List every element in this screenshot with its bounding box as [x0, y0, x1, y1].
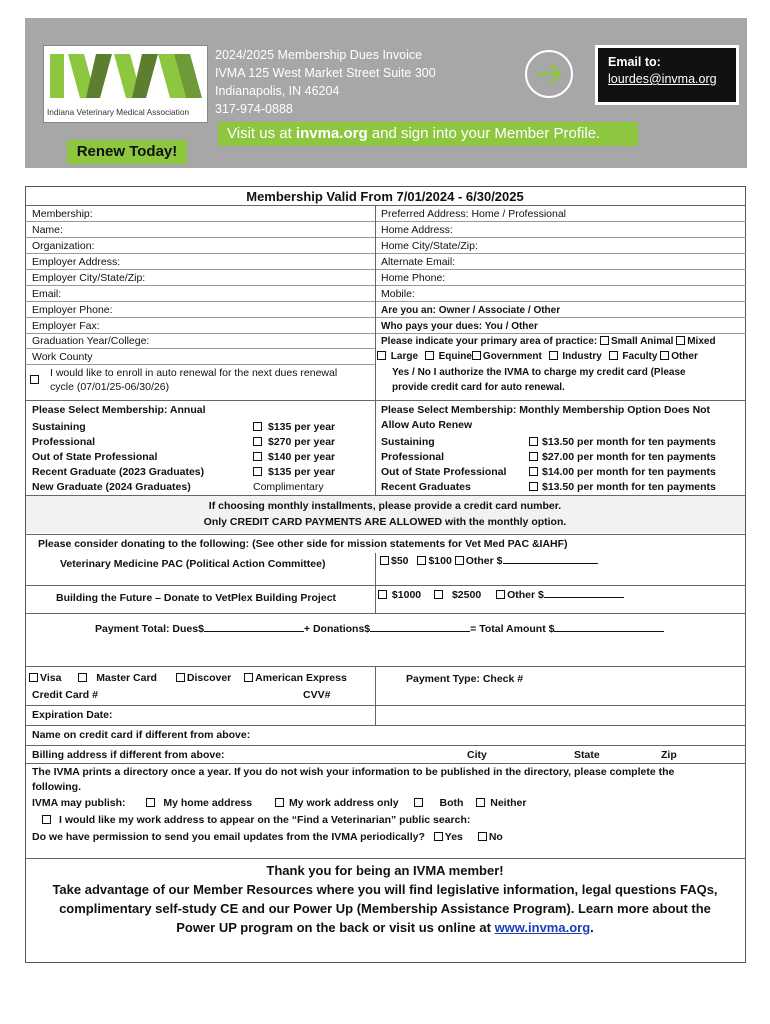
visa-label: Visa — [40, 672, 62, 684]
membership-valid-title: Membership Valid From 7/01/2024 - 6/30/2025 — [246, 189, 524, 204]
credit-card-number[interactable]: Credit Card # — [32, 689, 98, 701]
field-preferred-address[interactable]: Preferred Address: Home / Professional — [381, 208, 567, 220]
monthly-option-out-of-state[interactable] — [529, 466, 716, 479]
annual-option-professional[interactable] — [253, 436, 335, 449]
practice-area-row-1 — [381, 335, 716, 348]
field-organization[interactable]: Organization: — [32, 240, 95, 252]
field-mobile[interactable]: Mobile: — [381, 288, 415, 300]
address-line-2: Indianapolis, IN 46204 — [215, 84, 340, 98]
vetplex-1000-checkbox[interactable] — [378, 590, 387, 599]
ivma-logo — [43, 45, 208, 123]
annual-heading: Please Select Membership: Annual — [32, 404, 206, 416]
work-address-label: My work address only — [288, 797, 399, 809]
other-practice-label: Other — [671, 351, 698, 362]
total-amount-label: = Total Amount $ — [470, 623, 555, 635]
name-on-card[interactable]: Name on credit card if different from above: — [32, 729, 251, 741]
email-label: Email to: — [608, 55, 661, 69]
who-pays[interactable]: Who pays your dues: You / Other — [381, 321, 538, 332]
dues-amount[interactable] — [204, 631, 304, 632]
pac-50-label: $50 — [391, 555, 409, 567]
monthly-heading-1: Please Select Membership: Monthly Membership Option Does Not — [381, 404, 711, 416]
pac-other-checkbox[interactable] — [455, 556, 464, 565]
vetplex-other-amount[interactable] — [544, 597, 624, 598]
annual-price: $135 per year — [268, 466, 336, 478]
vetplex-2500-label: $2500 — [451, 589, 482, 601]
membership-form — [25, 186, 746, 963]
directory-note-2: following. — [32, 781, 81, 793]
vetplex-other-checkbox[interactable] — [496, 590, 505, 599]
payment-type-check[interactable]: Payment Type: Check # — [406, 673, 524, 685]
field-home-address[interactable]: Home Address: — [381, 224, 453, 236]
industry-checkbox[interactable] — [549, 351, 558, 360]
pac-100-label: $100 — [428, 555, 452, 567]
discover-checkbox[interactable] — [176, 673, 185, 682]
email-permission-label: Do we have permission to send you email updates from the IVMA periodically? — [32, 831, 425, 843]
both-label: Both — [439, 797, 464, 809]
field-employer-address[interactable]: Employer Address: — [32, 256, 121, 268]
mixed-checkbox[interactable] — [676, 336, 685, 345]
annual-option-recent-grad[interactable] — [253, 466, 335, 479]
annual-option-name: Sustaining — [32, 421, 86, 433]
phone-number: 317-974-0888 — [215, 102, 293, 116]
pac-other-amount[interactable] — [503, 563, 598, 564]
footer-line-1: Take advantage of our Member Resources where you will find legislative information, legal questions FAQs, — [52, 882, 718, 897]
email-link[interactable]: lourdes@invma.org — [608, 72, 717, 86]
vetplex-options — [378, 589, 624, 602]
annual-option-name: Professional — [32, 436, 96, 448]
installments-note-2: Only CREDIT CARD PAYMENTS ARE ALLOWED with the monthly option. — [203, 516, 567, 528]
monthly-option-name: Out of State Professional — [381, 466, 507, 478]
annual-price: $270 per year — [268, 436, 336, 448]
publish-options — [32, 797, 526, 810]
monthly-heading-2: Allow Auto Renew — [381, 419, 473, 431]
auto-renew-checkbox[interactable] — [30, 374, 41, 387]
faculty-checkbox[interactable] — [609, 351, 618, 360]
total-amount[interactable] — [554, 631, 664, 632]
annual-option-name: Recent Graduate (2023 Graduates) — [32, 466, 205, 478]
email-no-checkbox[interactable] — [478, 832, 487, 841]
authorize-text-1[interactable]: Yes / No I authorize the IVMA to charge my credit card (Please — [392, 367, 686, 378]
visit-prefix: Visit us at — [227, 125, 296, 142]
field-name[interactable]: Name: — [32, 224, 63, 236]
pac-other-label: Other $ — [465, 555, 503, 567]
both-checkbox[interactable] — [414, 798, 423, 807]
annual-option-name: New Graduate (2024 Graduates) — [32, 481, 191, 493]
monthly-option-name: Sustaining — [381, 436, 435, 448]
pac-label: Veterinary Medicine PAC (Political Action Committee) — [60, 558, 326, 570]
monthly-price: $27.00 per month for ten payments — [542, 451, 716, 463]
government-label: Government — [482, 351, 542, 362]
ivma-logo-mark-icon — [46, 50, 206, 102]
monthly-price: $13.50 per month for ten payments — [542, 436, 716, 448]
invoice-title: 2024/2025 Membership Dues Invoice — [215, 48, 423, 62]
equine-label: Equine — [438, 351, 472, 362]
work-address-checkbox[interactable] — [275, 798, 284, 807]
practice-area-label: Please indicate your primary area of practice: — [381, 336, 598, 347]
email-yes-checkbox[interactable] — [434, 832, 443, 841]
large-label: Large — [390, 351, 419, 362]
annual-price: $140 per year — [268, 451, 336, 463]
field-home-phone[interactable]: Home Phone: — [381, 272, 446, 284]
footer-line-3-suffix: . — [590, 920, 594, 935]
field-email[interactable]: Email: — [32, 288, 62, 300]
small-animal-label: Small Animal — [611, 336, 674, 347]
email-no-label: No — [488, 831, 503, 843]
billing-state[interactable]: State — [574, 749, 600, 761]
field-membership[interactable]: Membership: — [32, 208, 93, 220]
are-you-an[interactable]: Are you an: Owner / Associate / Other — [381, 305, 561, 316]
vetplex-2500-checkbox[interactable] — [434, 590, 443, 599]
auto-renew-text-2: cycle (07/01/25-06/30/26) — [50, 381, 170, 393]
field-employer-phone[interactable]: Employer Phone: — [32, 304, 113, 316]
field-employer-city[interactable]: Employer City/State/Zip: — [32, 272, 146, 284]
other-practice-checkbox[interactable] — [660, 351, 669, 360]
practice-area-row-2 — [377, 350, 698, 363]
monthly-price: $13.50 per month for ten payments — [542, 481, 716, 493]
neither-label: Neither — [490, 797, 527, 809]
pac-100-checkbox[interactable] — [417, 556, 426, 565]
field-graduation[interactable]: Graduation Year/College: — [32, 335, 150, 347]
email-box — [595, 45, 739, 105]
billing-address[interactable]: Billing address if different from above: — [32, 749, 225, 761]
monthly-option-recent-grad[interactable] — [529, 481, 716, 494]
monthly-option-name: Professional — [381, 451, 445, 463]
small-animal-checkbox[interactable] — [600, 336, 609, 345]
faculty-label: Faculty — [622, 351, 658, 362]
visit-banner — [218, 122, 638, 146]
large-checkbox[interactable] — [377, 351, 386, 360]
expiration-date[interactable]: Expiration Date: — [32, 709, 113, 721]
home-address-label: My home address — [163, 797, 253, 809]
email-yes-label: Yes — [444, 831, 463, 843]
annual-option-name: Out of State Professional — [32, 451, 158, 463]
industry-label: Industry — [562, 351, 602, 362]
field-work-county[interactable]: Work County — [32, 351, 93, 363]
footer-line-2: complimentary self-study CE and our Power Up (Membership Assistance Program). Learn more about the — [59, 901, 711, 916]
visa-checkbox[interactable] — [29, 673, 38, 682]
billing-zip[interactable]: Zip — [661, 749, 677, 761]
field-employer-fax[interactable]: Employer Fax: — [32, 320, 100, 332]
vetplex-other-label: Other $ — [507, 589, 544, 601]
logo-text: Indiana Veterinary Medical Association — [47, 107, 190, 117]
thank-you: Thank you for being an IVMA member! — [266, 863, 504, 878]
vetplex-label: Building the Future – Donate to VetPlex Building Project — [56, 592, 337, 604]
donations-amount[interactable] — [370, 631, 470, 632]
address-line-1: IVMA 125 West Market Street Suite 300 — [215, 66, 436, 80]
annual-price: $135 per year — [268, 421, 336, 433]
amex-label: American Express — [255, 672, 347, 684]
may-publish-label: IVMA may publish: — [32, 797, 126, 809]
discover-label: Discover — [186, 672, 232, 684]
annual-option-new-grad: Complimentary — [253, 481, 324, 493]
arrow-right-icon — [525, 50, 573, 98]
pac-50-checkbox[interactable] — [380, 556, 389, 565]
annual-option-sustaining[interactable] — [253, 421, 335, 434]
home-address-checkbox[interactable] — [146, 798, 155, 807]
field-home-city[interactable]: Home City/State/Zip: — [381, 240, 478, 252]
auto-renew-text-1: I would like to enroll in auto renewal for the next dues renewal — [50, 367, 338, 379]
footer-line-3 — [0, 919, 770, 936]
card-types — [29, 672, 347, 685]
neither-checkbox[interactable] — [476, 798, 485, 807]
monthly-option-professional[interactable] — [529, 451, 716, 464]
field-alternate-email[interactable]: Alternate Email: — [381, 256, 456, 268]
authorize-text-2: provide credit card for auto renewal. — [392, 382, 565, 393]
totals-row — [95, 623, 664, 636]
website-link[interactable]: www.invma.org — [494, 920, 591, 935]
monthly-price: $14.00 per month for ten payments — [542, 466, 716, 478]
mastercard-checkbox[interactable] — [78, 673, 87, 682]
find-vet-row — [42, 814, 470, 827]
visit-suffix: and sign into your Member Profile. — [367, 125, 601, 142]
pac-options — [380, 555, 598, 568]
donations-heading: Please consider donating to the following: (See other side for mission statements for Vet Med PAC &IAHF) — [38, 538, 568, 550]
renew-today-badge: Renew Today! — [67, 140, 187, 164]
vetplex-1000-label: $1000 — [391, 589, 422, 601]
mixed-label: Mixed — [687, 336, 716, 347]
cvv-field[interactable]: CVV# — [303, 689, 331, 701]
directory-note-1: The IVMA prints a directory once a year. If you do not wish your information to be published in the directory, please complete the — [32, 766, 675, 778]
visit-site-link[interactable]: invma.org — [295, 125, 368, 142]
dues-label: Payment Total: Dues$ — [95, 623, 204, 635]
mastercard-label: Master Card — [96, 672, 157, 684]
monthly-option-name: Recent Graduates — [381, 481, 471, 493]
billing-city[interactable]: City — [467, 749, 487, 761]
email-permission-row — [32, 831, 503, 844]
installments-note-1: If choosing monthly installments, please provide a credit card number. — [208, 500, 562, 512]
equine-checkbox[interactable] — [425, 351, 434, 360]
find-vet-checkbox[interactable] — [42, 815, 51, 824]
amex-checkbox[interactable] — [244, 673, 253, 682]
government-checkbox[interactable] — [472, 351, 481, 360]
footer-line-3-prefix: Power UP program on the back or visit us online at — [176, 920, 495, 935]
monthly-option-sustaining[interactable] — [529, 436, 716, 449]
find-vet-label: I would like my work address to appear on the “Find a Veterinarian” public search: — [59, 814, 471, 826]
annual-option-out-of-state[interactable] — [253, 451, 335, 464]
donations-total-label: + Donations$ — [303, 623, 371, 635]
